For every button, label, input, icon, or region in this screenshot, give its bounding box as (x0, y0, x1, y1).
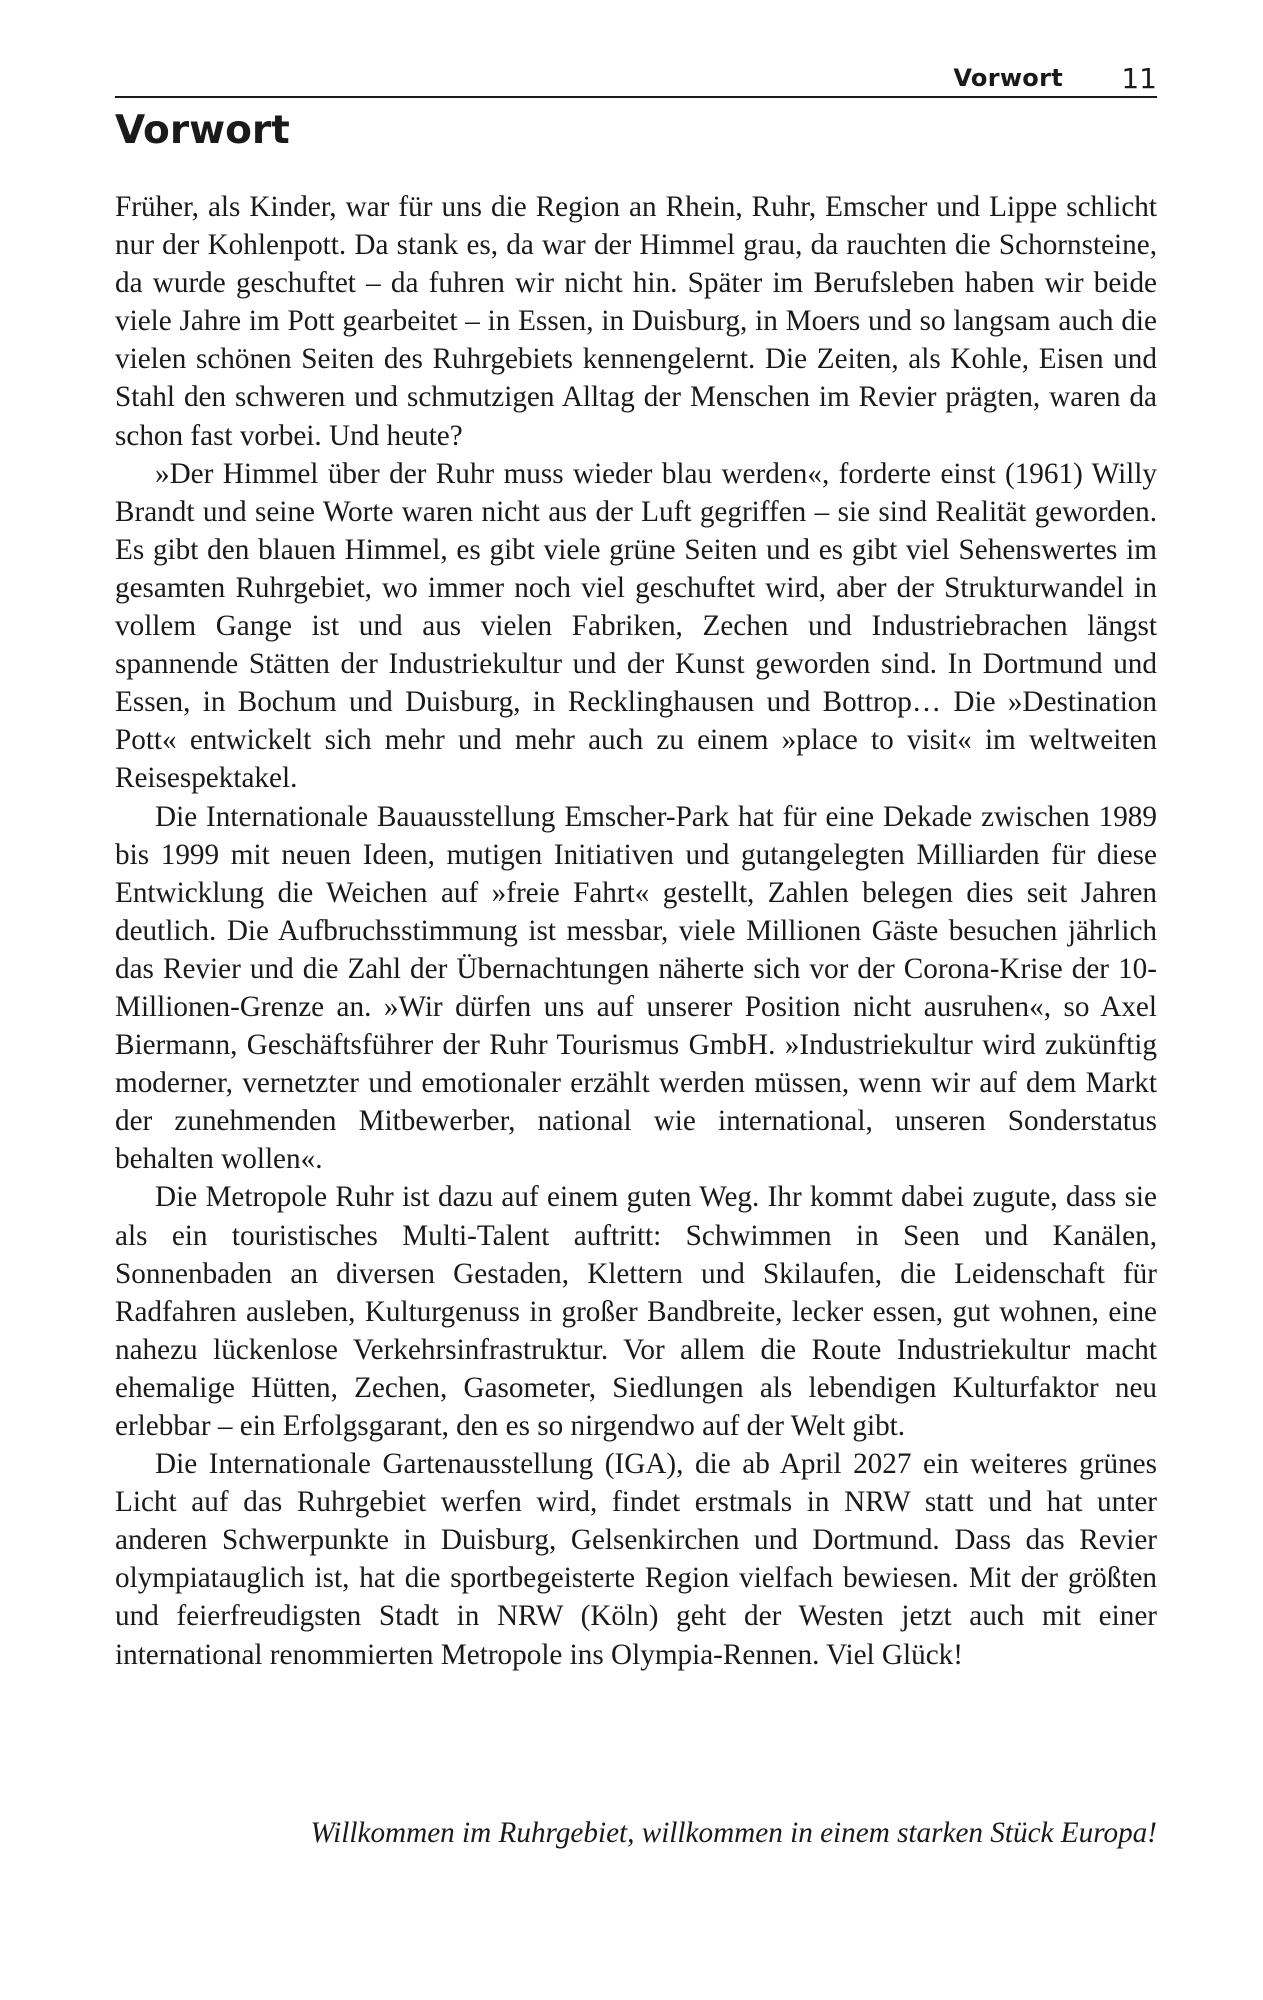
paragraph-3: Die Internationale Bauausstellung Emscher-Park hat für eine Dekade zwischen 1989 bis 1999 mit neuen Ideen, mutigen Initiativen und gutangelegten Milliarden für diese Entwicklung die Weichen auf »freie Fahrt« gestellt, Zahlen belegen dies seit Jahren deutlich. Die Aufbruchsstimmung ist messbar, viele Millionen Gäste besuchen jährlich das Revier und die Zahl der Übernachtungen näherte sich vor der Corona-Krise der 10-Millionen-Grenze an. »Wir dürfen uns auf unserer Position nicht ausruhen«, so Axel Biermann, Geschäftsführer der Ruhr Tourismus GmbH. »Industriekultur wird zukünftig moderner, vernetzter und emotionaler erzählt werden müssen, wenn wir auf dem Markt der zunehmenden Mitbewerber, national wie international, unseren Sonderstatus behalten wollen«. (115, 800, 1157, 1176)
running-head-section: Vorwort (953, 64, 1063, 92)
closing-line: Willkommen im Ruhrgebiet, willkommen in einem starken Stück Europa! (310, 1817, 1157, 1849)
running-head (115, 62, 1157, 98)
chapter-title: Vorwort (115, 108, 290, 153)
paragraph-4: Die Metropole Ruhr ist dazu auf einem guten Weg. Ihr kommt dabei zugute, dass sie als ein touristisches Multi-Talent auftritt: Schwimmen in Seen und Kanälen, Sonnenbaden an diversen Gestaden, Klettern und Skilaufen, die Leidenschaft für Radfahren ausleben, Kulturgenuss in großer Bandbreite, lecker essen, gut wohnen, eine nahezu lückenlose Verkehrsinfrastruktur. Vor allem die Route Industriekultur macht ehemalige Hütten, Zechen, Gasometer, Siedlungen als lebendigen Kulturfaktor neu erlebbar – ein Erfolgsgarant, den es so nirgendwo auf der Welt gibt. (115, 1181, 1157, 1442)
paragraph-1: Früher, als Kinder, war für uns die Region an Rhein, Ruhr, Emscher und Lippe schlicht nur der Kohlenpott. Da stank es, da war der Himmel grau, da rauchten die Schornsteine, da wurde geschuftet – da fuhren wir nicht hin. Später im Berufsleben haben wir beide viele Jahre im Pott gearbeitet – in Essen, in Duisburg, in Moers und so langsam auch die vielen schönen Seiten des Ruhrgebiets kennengelernt. Die Zeiten, als Kohle, Eisen und Stahl den schweren und schmutzigen Alltag der Menschen im Revier prägten, waren da schon fast vorbei. Und heute? (115, 191, 1157, 452)
paragraph-5: Die Internationale Gartenausstellung (IGA), die ab April 2027 ein weiteres grünes Licht auf das Ruhrgebiet werfen wird, findet erstmals in NRW statt und hat unter anderen Schwerpunkte in Duisburg, Gelsenkirchen und Dortmund. Dass das Revier olympiatauglich ist, hat die sportbegeisterte Region vielfach bewiesen. Mit der größten und feierfreudigsten Stadt in NRW (Köln) geht der Westen jetzt auch mit einer international renommierten Metropole ins Olympia-Rennen. Viel Glück! (115, 1448, 1157, 1671)
paragraph-2: »Der Himmel über der Ruhr muss wieder blau werden«, forderte einst (1961) Willy Brandt und seine Worte waren nicht aus der Luft gegriffen – sie sind Realität geworden. Es gibt den blauen Himmel, es gibt viele grüne Seiten und es gibt viel Sehenswertes im gesamten Ruhrgebiet, wo immer noch viel geschuftet wird, aber der Strukturwandel in vollem Gange ist und aus vielen Fabriken, Zechen und Industriebrachen längst spannende Stätten der Industriekultur und der Kunst geworden sind. In Dortmund und Essen, in Bochum und Duisburg, in Recklinghausen und Bottrop… Die »Destination Pott« entwickelt sich mehr und mehr auch zu einem »place to visit« im weltweiten Reisespektakel. (115, 457, 1157, 795)
page-number: 11 (1121, 62, 1157, 95)
body-text (115, 188, 1157, 1674)
